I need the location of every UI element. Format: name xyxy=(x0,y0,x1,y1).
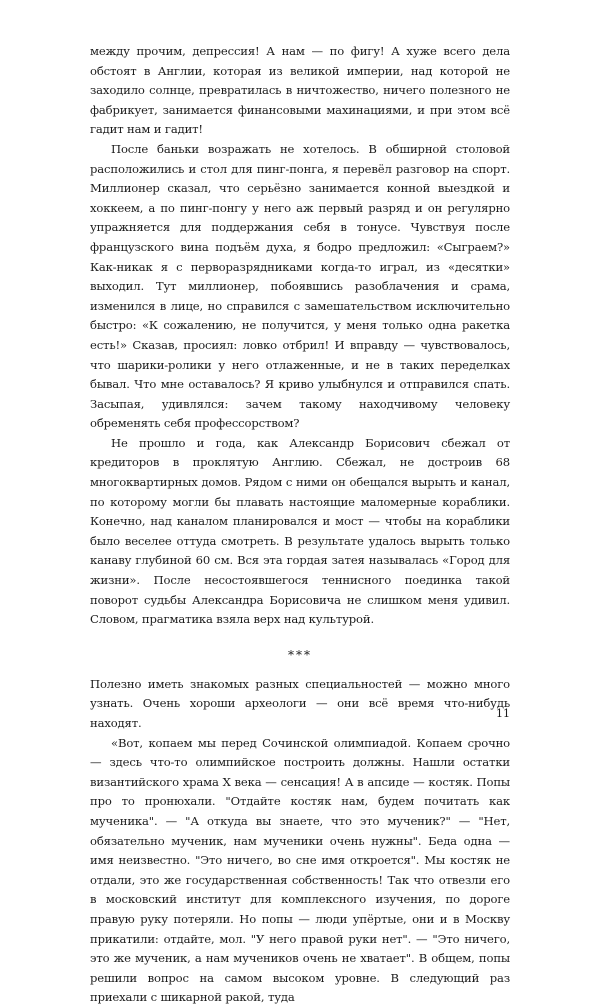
paragraph: Не прошло и года, как Александр Борисович сбежал от кредиторов в проклятую Англию. Сбежал, не достроив 68 многоквартирных домов. Рядом с ними он обещался вырыть и канал, по которому могли бы плавать настоящие маломерные кораблики. Конечно, над каналом планировался и мост — чтобы на кораблики было веселее оттуда смотреть. В результате удалось вырыть только канаву глубиной 60 см. Вся эта гордая затея называлась «Город для жизни». После несостоявшегося теннисного поединка такой поворот судьбы Александра Борисовича не слишком меня удивил. Словом, прагматика взяла верх над культурой. xyxy=(90,435,510,627)
paragraph: между прочим, депрессия! А нам — по фигу! А хуже всего дела обстоят в Англии, которая из великой империи, над которой не заходило солнце, превратилась в ничтожество, ничего полезного не фабрикует, занимается финансовыми махинациями, и при этом всё гадит нам и гадит! xyxy=(90,44,510,137)
paragraph: Полезно иметь знакомых разных специальностей — можно много узнать. Очень хороши археологи — они всё время что-нибудь находят. xyxy=(90,676,510,730)
paragraph: «Вот, копаем мы перед Сочинской олимпиадой. Копаем срочно — здесь что-то олимпийское построить должны. Нашли остатки византийского храма X века — сенсация! А в апсиде — костяк. Попы про то пронюхали. "Отдайте костяк нам, будем почитать как мученика". — "А откуда вы знаете, что это мученик?" — "Нет, обязательно мученик, нам мученики очень нужны". Беда одна — имя неизвестно. "Это ничего, во сне имя откроется". Мы костяк не отдали, это же государственная собственность! Так что отвезли его в московский институт для комплексного изучения, по дороге правую руку потеряли. Но попы — люди упёртые, они и в Москву прикатили: отдайте, мол. "У него правой руки нет". — "Это ничего, это же мученик, а нам мучеников очень не хватает". В общем, попы решили вопрос на самом высоком уровне. В следующий раз приехали с шикарной ракой, туда xyxy=(90,735,510,1005)
body-text xyxy=(90,42,510,1008)
paragraph: После баньки возражать не хотелось. В обширной столовой расположились и стол для пинг-понга, я перевёл разговор на спорт. Миллионер сказал, что серьёзно занимается конной выездкой и хоккеем, а по пинг-понгу у него аж первый разряд и он регулярно упражняется для поддержания себя в тонусе. Чувствуя после французского вина подъём духа, я бодро предложил: «Сыграем?» Как-никак я с перворазрядниками когда-то играл, из «десятки» выходил. Тут миллионер, побоявшись разоблачения и срама, изменился в лице, но справился с замешательством исключительно быстро: «К сожалению, не получится, у меня только одна ракетка есть!» Сказав, просиял: ловко отбрил! И вправду — чувствовалось, что шарики-ролики у него отлаженные, и не в таких переделках бывал. Что мне оставалось? Я криво улыбнулся и отправился спать. Засыпая, удивлялся: зачем такому находчивому человеку обременять себя профессорством? xyxy=(90,141,510,431)
page-number: 11 xyxy=(496,707,510,720)
section-separator: *** xyxy=(288,647,312,662)
